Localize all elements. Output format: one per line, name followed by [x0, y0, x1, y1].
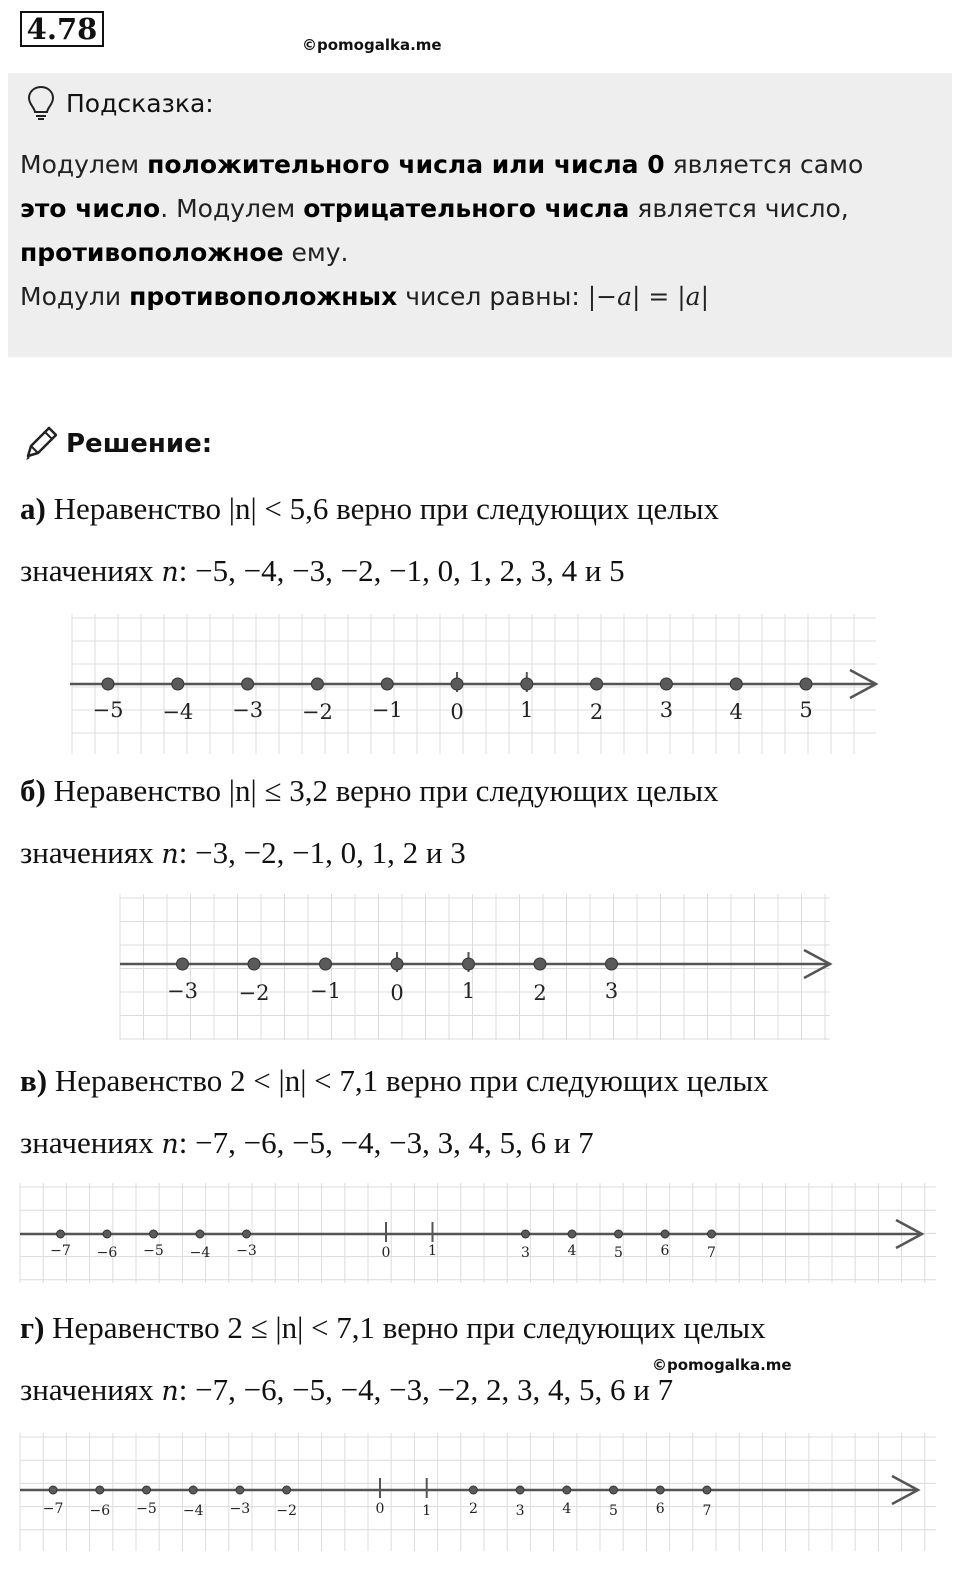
hint-bold-segment: противоположное [20, 238, 284, 267]
part-label: г) [20, 1310, 45, 1345]
point-label: −3 [229, 1501, 251, 1517]
point-label: −7 [50, 1243, 71, 1259]
part-c-line-2 [20, 1112, 769, 1176]
point-label: 6 [655, 1501, 665, 1517]
part-d-line-1 [20, 1297, 766, 1359]
part-text: Неравенство |n| ≤ 3,2 верно при следующих целых [45, 773, 719, 808]
marked-point [57, 1230, 65, 1238]
marked-point [96, 1486, 104, 1494]
problem-number: 4.78 [20, 11, 104, 47]
marked-point [563, 1486, 571, 1494]
point-label: 0 [390, 981, 404, 1005]
part-a-text [20, 478, 719, 604]
point-label: −3 [232, 698, 264, 722]
part-text: Неравенство 2 ≤ |n| < 7,1 верно при следующих целых [44, 1310, 766, 1345]
marked-point [189, 1486, 197, 1494]
point-label: −5 [143, 1243, 164, 1259]
part-c-text [20, 1050, 769, 1176]
part-text: значениях [20, 553, 162, 588]
part-values: : −7, −6, −5, −4, −3, −2, 2, 3, 4, 5, 6 и 7 [178, 1372, 674, 1407]
point-label: 2 [589, 700, 604, 724]
hint-text-segment: является само [664, 150, 864, 179]
point-label: 2 [468, 1501, 478, 1517]
point-label: −3 [236, 1243, 257, 1259]
point-label: −6 [89, 1503, 111, 1519]
point-label: −2 [276, 1503, 297, 1519]
hint-bold-segment: противоположных [129, 282, 398, 311]
part-text: Неравенство |n| < 5,6 верно при следующих целых [45, 491, 720, 526]
grid [120, 894, 830, 1040]
marked-point [381, 678, 393, 690]
marked-point [656, 1486, 664, 1494]
marked-point [172, 678, 184, 690]
point-label: 0 [450, 700, 464, 724]
marked-point [196, 1230, 204, 1238]
marked-point [610, 1486, 618, 1494]
part-text: значениях [20, 835, 162, 870]
point-label: 3 [604, 979, 619, 1003]
grid [20, 1433, 936, 1551]
hint-formula: |−a| = |a| [587, 282, 709, 311]
point-label: 3 [515, 1503, 525, 1519]
hint-line-4 [20, 275, 940, 319]
hint-bold-segment: отрицательного числа [303, 194, 630, 223]
point-label: −5 [92, 698, 124, 722]
part-b-line-1 [20, 760, 719, 822]
point-label: −5 [136, 1501, 157, 1517]
part-a-line-1 [20, 478, 719, 540]
marked-point [730, 678, 742, 690]
marked-point [49, 1486, 57, 1494]
variable: n [161, 1376, 179, 1407]
number-line-a [0, 614, 960, 754]
marked-point [103, 1230, 111, 1238]
hint-line-2 [20, 187, 940, 231]
marked-point [311, 678, 323, 690]
part-text: значениях [20, 1372, 162, 1407]
lightbulb-icon [26, 85, 56, 121]
point-label: −4 [189, 1245, 211, 1261]
hint-bold-segment: это число [20, 194, 161, 223]
marked-point [615, 1230, 623, 1238]
hint-text-segment: Модули [20, 282, 130, 311]
hint-text [20, 143, 940, 319]
hint-bold-segment: положительного числа или числа 0 [147, 150, 665, 179]
point-label: 1 [422, 1503, 432, 1519]
part-label: б) [20, 773, 46, 808]
point-label: 4 [729, 700, 743, 724]
point-label: 0 [381, 1245, 391, 1261]
marked-point [521, 678, 533, 690]
hint-box [8, 73, 952, 357]
marked-point [534, 958, 546, 970]
point-label: −6 [96, 1245, 118, 1261]
point-label: 4 [562, 1501, 572, 1517]
part-label: а) [20, 491, 46, 526]
point-label: −4 [162, 700, 194, 724]
number-line-b [0, 894, 960, 1040]
variable: n [161, 1129, 179, 1160]
marked-point [516, 1486, 524, 1494]
hint-title: Подсказка: [66, 88, 214, 118]
solution-title: Решение: [66, 429, 213, 459]
part-label: в) [20, 1063, 48, 1098]
marked-point [661, 1230, 669, 1238]
point-label: −2 [238, 981, 270, 1005]
hint-text-segment: ему. [283, 238, 349, 267]
point-label: 1 [428, 1243, 437, 1259]
marked-point [391, 958, 403, 970]
part-values: : −7, −6, −5, −4, −3, 3, 4, 5, 6 и 7 [178, 1125, 594, 1160]
marked-point [522, 1230, 530, 1238]
point-label: −1 [310, 979, 341, 1003]
point-label: −1 [371, 698, 403, 722]
part-b-text [20, 760, 719, 886]
part-values: : −5, −4, −3, −2, −1, 0, 1, 2, 3, 4 и 5 [178, 553, 625, 588]
hint-text-segment: Модулем [20, 150, 148, 179]
point-label: 1 [461, 979, 476, 1003]
part-a-line-2 [20, 540, 719, 604]
number-line-c [0, 1183, 960, 1283]
marked-point [283, 1486, 291, 1494]
point-label: 5 [799, 698, 813, 722]
point-label: −4 [182, 1503, 204, 1519]
marked-point [177, 958, 189, 970]
point-label: −7 [42, 1501, 64, 1517]
variable: n [161, 839, 179, 870]
marked-point [102, 678, 114, 690]
part-text: значениях [20, 1125, 162, 1160]
marked-point [469, 1486, 477, 1494]
marked-point [243, 1230, 251, 1238]
point-label: −3 [167, 979, 198, 1003]
pencil-icon [20, 424, 60, 464]
hint-text-segment: . Модулем [160, 194, 304, 223]
point-label: 7 [702, 1503, 712, 1519]
marked-point [568, 1230, 576, 1238]
marked-point [320, 958, 332, 970]
marked-point [591, 678, 603, 690]
marked-point [463, 958, 475, 970]
point-label: 1 [520, 698, 534, 722]
point-label: 5 [609, 1503, 618, 1519]
point-label: −2 [301, 700, 333, 724]
marked-point [703, 1486, 711, 1494]
point-label: 2 [533, 981, 547, 1005]
point-label: 4 [567, 1243, 577, 1259]
hint-line-1 [20, 143, 940, 187]
part-values: : −3, −2, −1, 0, 1, 2 и 3 [178, 835, 466, 870]
solution-header [20, 424, 212, 464]
marked-point [708, 1230, 716, 1238]
point-label: 3 [659, 698, 674, 722]
point-label: 7 [707, 1245, 716, 1261]
marked-point [660, 678, 672, 690]
part-text: Неравенство 2 < |n| < 7,1 верно при следующих целых [47, 1063, 769, 1098]
marked-point [242, 678, 254, 690]
point-label: 0 [375, 1501, 385, 1517]
marked-point [143, 1486, 151, 1494]
part-c-line-1 [20, 1050, 769, 1112]
marked-point [150, 1230, 158, 1238]
part-b-line-2 [20, 822, 719, 886]
variable: n [161, 557, 179, 588]
marked-point [800, 678, 812, 690]
point-label: 6 [660, 1243, 670, 1259]
point-label: 5 [614, 1245, 623, 1261]
marked-point [236, 1486, 244, 1494]
watermark: ©pomogalka.me [652, 1356, 792, 1374]
hint-text-segment: чисел равны: [397, 282, 588, 311]
number-line-d [0, 1433, 960, 1551]
marked-point [248, 958, 260, 970]
hint-line-3 [20, 231, 940, 275]
point-label: 3 [521, 1245, 530, 1261]
watermark: ©pomogalka.me [302, 36, 442, 54]
marked-point [451, 678, 463, 690]
hint-text-segment: является число, [629, 194, 849, 223]
hint-header [26, 85, 214, 121]
marked-point [606, 958, 618, 970]
